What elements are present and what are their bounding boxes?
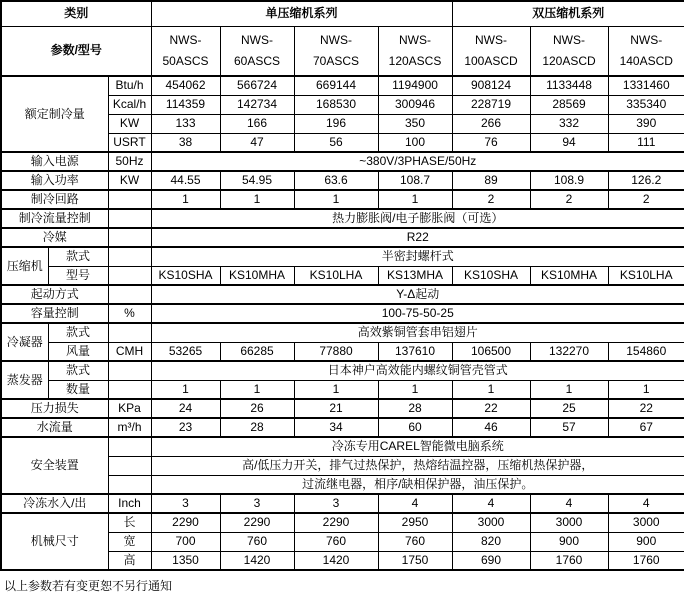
value-cell: 3000 xyxy=(608,513,684,532)
value-cell: 166 xyxy=(220,114,294,133)
model-code: 100ASCD xyxy=(464,53,518,68)
row-label: 输入电源 xyxy=(1,152,108,171)
value-cell: 154860 xyxy=(608,342,684,361)
value-cell: 1194900 xyxy=(378,76,452,95)
value-cell: 24 xyxy=(151,399,220,418)
value-cell: 132270 xyxy=(530,342,608,361)
unit-cell xyxy=(108,190,151,209)
value-cell: 47 xyxy=(220,133,294,152)
value-cell: 1 xyxy=(378,190,452,209)
merged-value-cell: 高/低压力开关，排气过热保护，热熔结温控器，压缩机热保护器， xyxy=(151,456,684,475)
model-prefix: NWS- xyxy=(630,32,663,47)
value-cell: 1 xyxy=(151,380,220,399)
value-cell: 21 xyxy=(294,399,378,418)
value-cell: 38 xyxy=(151,133,220,152)
value-cell: 1 xyxy=(378,380,452,399)
group-label: 蒸发器 xyxy=(1,361,48,399)
merged-value-cell: 100-75-50-25 xyxy=(151,304,684,323)
value-cell: 28 xyxy=(378,399,452,418)
table-row xyxy=(1,513,684,532)
value-cell: 106500 xyxy=(452,342,530,361)
single-compressor-series-header: 单压缩机系列 xyxy=(151,1,452,26)
row-label: 压力损失 xyxy=(1,399,108,418)
unit-cell: KW xyxy=(108,171,151,190)
sub-label: 数量 xyxy=(48,380,108,399)
value-cell: KS10LHA xyxy=(294,266,378,285)
table-row xyxy=(1,304,684,323)
value-cell: 2950 xyxy=(378,513,452,532)
value-cell: 700 xyxy=(151,532,220,551)
model-prefix: NWS- xyxy=(475,32,508,47)
value-cell: 53265 xyxy=(151,342,220,361)
table-row xyxy=(1,247,684,266)
value-cell: 1 xyxy=(294,190,378,209)
row-label: 冷媒 xyxy=(1,228,108,247)
model-prefix: NWS- xyxy=(399,32,431,47)
value-cell: 1750 xyxy=(378,551,452,570)
row-label: 容量控制 xyxy=(1,304,108,323)
value-cell: 4 xyxy=(530,494,608,513)
table-row xyxy=(1,1,684,26)
value-cell: 1350 xyxy=(151,551,220,570)
model-header xyxy=(608,26,684,76)
model-code: 120ASCS xyxy=(388,53,442,68)
value-cell: 44.55 xyxy=(151,171,220,190)
category-header: 类别 xyxy=(1,1,151,26)
value-cell: 63.6 xyxy=(294,171,378,190)
merged-value-cell: 热力膨胀阀/电子膨胀阀（可选） xyxy=(151,209,684,228)
value-cell: 28 xyxy=(220,418,294,437)
merged-value-cell: R22 xyxy=(151,228,684,247)
unit-cell xyxy=(108,247,151,266)
value-cell: 1331460 xyxy=(608,76,684,95)
row-label: 输入功率 xyxy=(1,171,108,190)
value-cell: 67 xyxy=(608,418,684,437)
sub-label: 宽 xyxy=(108,532,151,551)
value-cell: 54.95 xyxy=(220,171,294,190)
value-cell: KS10MHA xyxy=(530,266,608,285)
model-code: 60ASCS xyxy=(233,53,281,68)
value-cell: 66285 xyxy=(220,342,294,361)
value-cell: 23 xyxy=(151,418,220,437)
unit-cell xyxy=(108,209,151,228)
value-cell: 56 xyxy=(294,133,378,152)
group-label: 机械尺寸 xyxy=(1,513,108,570)
value-cell: 1 xyxy=(294,380,378,399)
unit-cell: CMH xyxy=(108,342,151,361)
value-cell: 3 xyxy=(294,494,378,513)
params-model-header: 参数/型号 xyxy=(1,26,151,76)
unit-cell: KW xyxy=(108,114,151,133)
merged-value-cell: 半密封螺杆式 xyxy=(151,247,684,266)
value-cell: 760 xyxy=(378,532,452,551)
value-cell: 4 xyxy=(608,494,684,513)
value-cell: 3 xyxy=(220,494,294,513)
model-code: 120ASCD xyxy=(542,53,596,68)
value-cell: 1420 xyxy=(294,551,378,570)
row-label: 起动方式 xyxy=(1,285,108,304)
merged-value-cell: 过流继电器，相序/缺相保护器，油压保护。 xyxy=(151,475,684,494)
unit-cell xyxy=(108,228,151,247)
value-cell: 1 xyxy=(608,380,684,399)
table-row xyxy=(1,266,684,285)
value-cell: 2290 xyxy=(151,513,220,532)
value-cell: 300946 xyxy=(378,95,452,114)
group-label: 冷凝器 xyxy=(1,323,48,361)
merged-value-cell: 高效紫铜管套串铝翅片 xyxy=(151,323,684,342)
table-row xyxy=(1,418,684,437)
unit-cell: Kcal/h xyxy=(108,95,151,114)
value-cell: 114359 xyxy=(151,95,220,114)
group-label: 额定制冷量 xyxy=(1,76,108,152)
table-row xyxy=(1,171,684,190)
merged-value-cell: Y-Δ起动 xyxy=(151,285,684,304)
table-row xyxy=(1,399,684,418)
value-cell: 1 xyxy=(452,380,530,399)
value-cell: 1 xyxy=(220,190,294,209)
value-cell: 76 xyxy=(452,133,530,152)
value-cell: 89 xyxy=(452,171,530,190)
table-row xyxy=(1,323,684,342)
model-code: 140ASCD xyxy=(619,53,673,68)
unit-cell: Inch xyxy=(108,494,151,513)
model-header xyxy=(378,26,452,76)
value-cell: 26 xyxy=(220,399,294,418)
merged-value-cell: ~380V/3PHASE/50Hz xyxy=(151,152,684,171)
sub-label: 型号 xyxy=(48,266,108,285)
dual-compressor-series-header: 双压缩机系列 xyxy=(452,1,684,26)
value-cell: 4 xyxy=(378,494,452,513)
model-code: 50ASCS xyxy=(162,53,209,68)
model-header xyxy=(220,26,294,76)
table-row xyxy=(1,361,684,380)
value-cell: 2 xyxy=(530,190,608,209)
value-cell: 77880 xyxy=(294,342,378,361)
value-cell: 908124 xyxy=(452,76,530,95)
value-cell: 2290 xyxy=(294,513,378,532)
value-cell: 126.2 xyxy=(608,171,684,190)
value-cell: 1760 xyxy=(530,551,608,570)
table-row xyxy=(1,152,684,171)
unit-cell xyxy=(108,266,151,285)
value-cell: 690 xyxy=(452,551,530,570)
table-row xyxy=(1,76,684,95)
sub-label: 款式 xyxy=(48,323,108,342)
value-cell: 1133448 xyxy=(530,76,608,95)
value-cell: KS10MHA xyxy=(220,266,294,285)
model-prefix: NWS- xyxy=(241,32,273,47)
value-cell: 760 xyxy=(294,532,378,551)
value-cell: 566724 xyxy=(220,76,294,95)
value-cell: KS13MHA xyxy=(378,266,452,285)
model-prefix: NWS- xyxy=(553,32,586,47)
unit-cell xyxy=(108,285,151,304)
unit-cell: KPa xyxy=(108,399,151,418)
unit-cell xyxy=(108,361,151,380)
footer-note: 以上参数若有变更恕不另行通知 xyxy=(4,579,173,593)
value-cell: 111 xyxy=(608,133,684,152)
model-prefix: NWS- xyxy=(320,32,352,47)
table-row xyxy=(1,228,684,247)
value-cell: 1420 xyxy=(220,551,294,570)
unit-cell xyxy=(108,323,151,342)
value-cell: 1 xyxy=(220,380,294,399)
value-cell: 1760 xyxy=(608,551,684,570)
model-header xyxy=(294,26,378,76)
table-row xyxy=(1,285,684,304)
value-cell: 22 xyxy=(452,399,530,418)
unit-cell: Btu/h xyxy=(108,76,151,95)
value-cell: 57 xyxy=(530,418,608,437)
row-label: 冷冻水入/出 xyxy=(1,494,108,513)
value-cell: 760 xyxy=(220,532,294,551)
value-cell: 22 xyxy=(608,399,684,418)
table-row xyxy=(1,209,684,228)
unit-cell xyxy=(108,456,151,475)
value-cell: 1 xyxy=(151,190,220,209)
value-cell: 335340 xyxy=(608,95,684,114)
sub-label: 高 xyxy=(108,551,151,570)
value-cell: 1 xyxy=(530,380,608,399)
unit-cell: 50Hz xyxy=(108,152,151,171)
model-prefix: NWS- xyxy=(169,32,202,47)
value-cell: 228719 xyxy=(452,95,530,114)
value-cell: 94 xyxy=(530,133,608,152)
unit-cell: USRT xyxy=(108,133,151,152)
spec-table-body xyxy=(1,1,684,570)
value-cell: 28569 xyxy=(530,95,608,114)
unit-cell: % xyxy=(108,304,151,323)
value-cell: 3000 xyxy=(452,513,530,532)
model-header xyxy=(452,26,530,76)
value-cell: 2 xyxy=(452,190,530,209)
value-cell: 669144 xyxy=(294,76,378,95)
model-header xyxy=(151,26,220,76)
value-cell: 2 xyxy=(608,190,684,209)
value-cell: KS10SHA xyxy=(452,266,530,285)
value-cell: 142734 xyxy=(220,95,294,114)
table-row xyxy=(1,380,684,399)
table-row xyxy=(1,190,684,209)
unit-cell: m³/h xyxy=(108,418,151,437)
value-cell: 60 xyxy=(378,418,452,437)
merged-value-cell: 冷冻专用CAREL智能微电脑系统 xyxy=(151,437,684,456)
value-cell: 332 xyxy=(530,114,608,133)
value-cell: 196 xyxy=(294,114,378,133)
value-cell: 3 xyxy=(151,494,220,513)
value-cell: 350 xyxy=(378,114,452,133)
value-cell: KS10SHA xyxy=(151,266,220,285)
row-label: 制冷流量控制 xyxy=(1,209,108,228)
value-cell: 266 xyxy=(452,114,530,133)
sub-label: 款式 xyxy=(48,361,108,380)
value-cell: 900 xyxy=(608,532,684,551)
group-label: 安全装置 xyxy=(1,437,108,494)
sub-label: 长 xyxy=(108,513,151,532)
value-cell: 25 xyxy=(530,399,608,418)
value-cell: KS10LHA xyxy=(608,266,684,285)
value-cell: 137610 xyxy=(378,342,452,361)
value-cell: 4 xyxy=(452,494,530,513)
value-cell: 133 xyxy=(151,114,220,133)
table-row xyxy=(1,26,684,76)
value-cell: 168530 xyxy=(294,95,378,114)
value-cell: 3000 xyxy=(530,513,608,532)
value-cell: 108.7 xyxy=(378,171,452,190)
group-label: 压缩机 xyxy=(1,247,48,285)
value-cell: 46 xyxy=(452,418,530,437)
table-row xyxy=(1,342,684,361)
value-cell: 390 xyxy=(608,114,684,133)
value-cell: 900 xyxy=(530,532,608,551)
value-cell: 108.9 xyxy=(530,171,608,190)
row-label: 水流量 xyxy=(1,418,108,437)
value-cell: 820 xyxy=(452,532,530,551)
unit-cell xyxy=(108,475,151,494)
merged-value-cell: 日本神户高效能内螺纹铜管壳管式 xyxy=(151,361,684,380)
model-header xyxy=(530,26,608,76)
table-row xyxy=(1,494,684,513)
model-code: 70ASCS xyxy=(312,53,360,68)
unit-cell xyxy=(108,380,151,399)
value-cell: 34 xyxy=(294,418,378,437)
row-label: 制冷回路 xyxy=(1,190,108,209)
value-cell: 100 xyxy=(378,133,452,152)
sub-label: 风量 xyxy=(48,342,108,361)
value-cell: 454062 xyxy=(151,76,220,95)
value-cell: 2290 xyxy=(220,513,294,532)
table-row xyxy=(1,437,684,456)
sub-label: 款式 xyxy=(48,247,108,266)
unit-cell xyxy=(108,437,151,456)
